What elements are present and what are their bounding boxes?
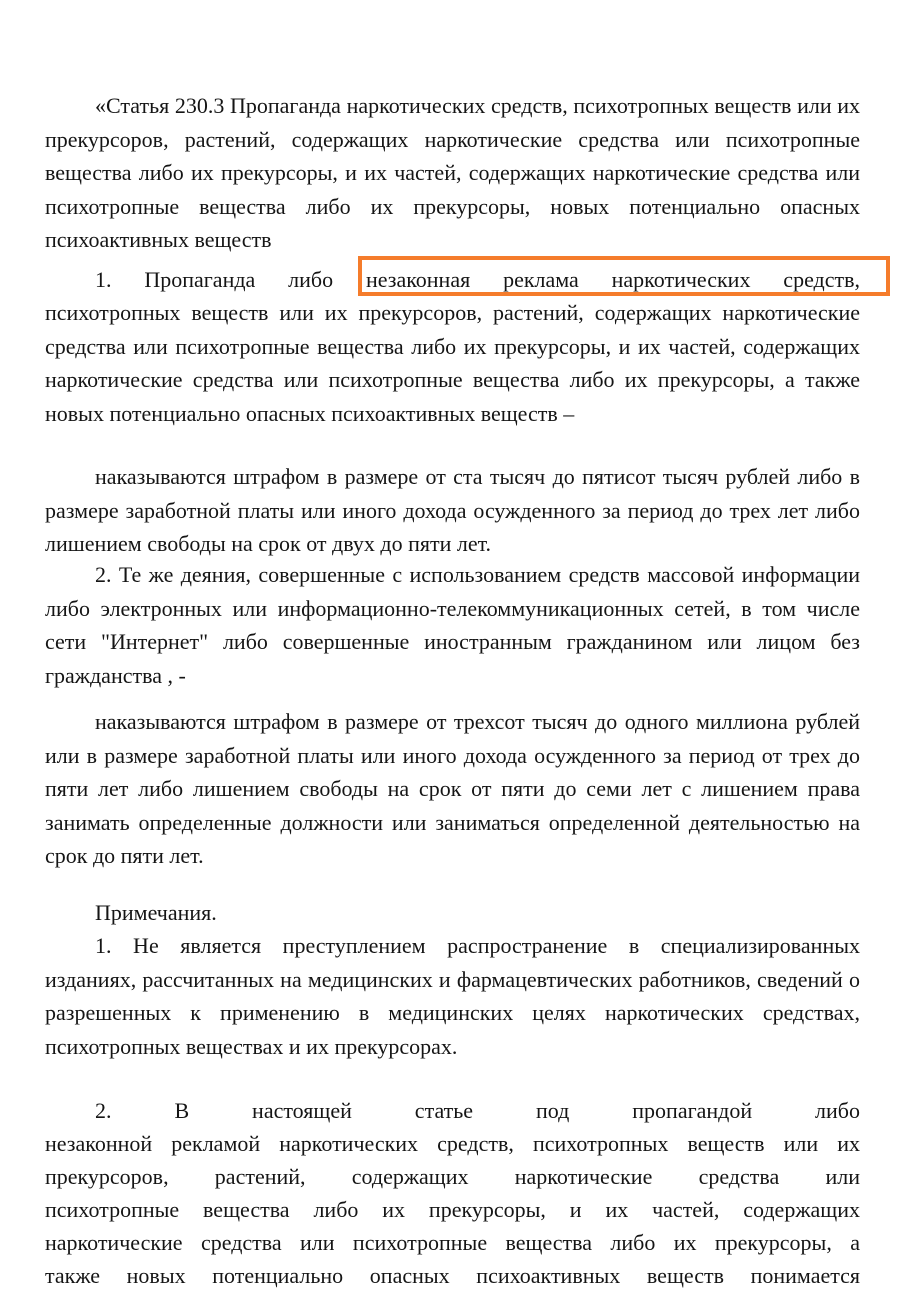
part1-lead: 1. Пропаганда либо: [95, 267, 334, 292]
note-2-line: незаконной рекламой наркотических средств, психотропных веществ или их: [45, 1131, 860, 1156]
part1-first-line: [45, 263, 860, 297]
part1-body: психотропных веществ или их прекурсоров, растений, содержащих наркотические средства или психотропные вещества либо их прекурсоры, и их частей, содержащих наркотические средства или психотропные вещества либо их прекурсоры, а также новых потенциально опасных психоактивных веществ –: [45, 300, 860, 426]
notes-title: Примечания.: [95, 900, 217, 925]
highlighted-phrase: незаконная реклама наркотических средств,: [365, 267, 861, 292]
note-1: 1. Не является преступлением распространение в специализированных изданиях, рассчитанных на медицинских и фармацевтических работников, сведений о разрешенных к применению в медицинских целях наркотических средствах, психотропных веществах и их прекурсорах.: [45, 933, 860, 1059]
note-2-line: наркотические средства или психотропные вещества либо их прекурсоры, а: [45, 1230, 860, 1255]
part1-penalty: наказываются штрафом в размере от ста тысяч до пятисот тысяч рублей либо в размере заработной платы или иного дохода осужденного за период до трех лет либо лишением свободы на срок от двух до пяти лет.: [45, 464, 860, 557]
part2-body: 2. Те же деяния, совершенные с использованием средств массовой информации либо электронных или информационно-телекоммуникационных сетей, в том числе сети "Интернет" либо совершенные иностранным гражданином или лицом без гражданства , -: [45, 562, 860, 688]
note-2-line: также новых потенциально опасных психоактивных веществ понимается: [45, 1263, 860, 1288]
note-2-line: 2. В настоящей статье под пропагандой либо: [95, 1098, 860, 1123]
part2-penalty: наказываются штрафом в размере от трехсот тысяч до одного миллиона рублей или в размере заработной платы или иного дохода осужденного за период от трех до пяти лет либо лишением свободы на срок от пяти до семи лет с лишением права занимать определенные должности или заниматься определенной деятельностью на срок до пяти лет.: [45, 709, 860, 869]
note-2-line: психотропные вещества либо их прекурсоры, и их частей, содержащих: [45, 1197, 860, 1222]
article-heading: «Статья 230.3 Пропаганда наркотических средств, психотропных веществ или их прекурсоров, растений, содержащих наркотические средства или психотропные вещества либо их прекурсоры, и их частей, содержащих наркотические средства или психотропные вещества либо их прекурсоры, новых потенциально опасных психоактивных веществ: [45, 93, 860, 253]
note-2-line: прекурсоров, растений, содержащих наркотические средства или: [45, 1164, 860, 1189]
